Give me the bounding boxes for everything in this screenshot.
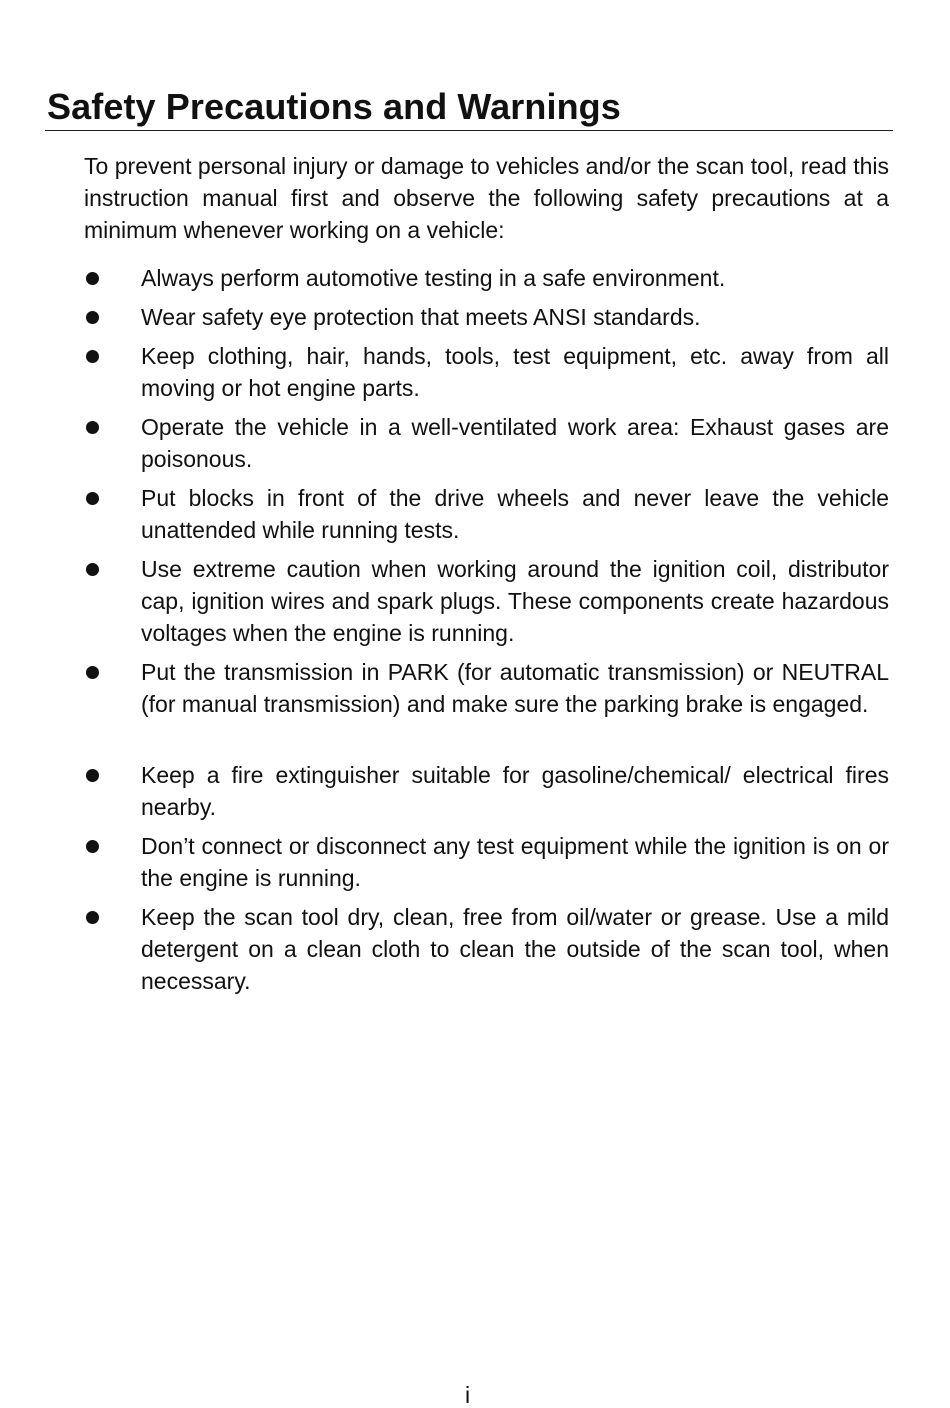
intro-paragraph: To prevent personal injury or damage to vehicles and/or the scan tool, read this instruction manual first and observe the following safety precautions at a minimum whenever working on a vehicle:	[84, 153, 889, 243]
page-number: i	[464, 1382, 471, 1408]
bullet-icon	[86, 666, 99, 679]
bullet-icon	[86, 492, 99, 505]
list-item-text: Wear safety eye protection that meets ANSI standards.	[141, 304, 701, 330]
bullet-icon	[86, 421, 99, 434]
list-item-text: Don’t connect or disconnect any test equipment while the ignition is on or the engine is running.	[141, 833, 889, 891]
bullet-icon	[86, 840, 99, 853]
title-divider	[45, 130, 893, 131]
list-item-text: Operate the vehicle in a well-ventilated work area: Exhaust gases are poisonous.	[141, 414, 889, 472]
bullet-icon	[86, 350, 99, 363]
list-item-text: Keep a fire extinguisher suitable for gasoline/chemical/ electrical fires nearby.	[141, 762, 889, 820]
page-title: Safety Precautions and Warnings	[47, 86, 621, 127]
bullet-icon	[86, 911, 99, 924]
list-item-text: Put the transmission in PARK (for automatic transmission) or NEUTRAL (for manual transmission) and make sure the parking brake is engaged.	[141, 659, 889, 717]
bullet-icon	[86, 563, 99, 576]
bullet-icon	[86, 311, 99, 324]
list-item-text: Use extreme caution when working around the ignition coil, distributor cap, ignition wires and spark plugs. These components create hazardous voltages when the engine is running.	[141, 556, 889, 646]
list-item-text: Always perform automotive testing in a safe environment.	[141, 265, 726, 291]
list-item-text: Keep clothing, hair, hands, tools, test equipment, etc. away from all moving or hot engine parts.	[141, 343, 889, 401]
list-item-text: Keep the scan tool dry, clean, free from oil/water or grease. Use a mild detergent on a clean cloth to clean the outside of the scan tool, when necessary.	[141, 904, 889, 994]
bullet-icon	[86, 769, 99, 782]
list-item-text: Put blocks in front of the drive wheels and never leave the vehicle unattended while running tests.	[141, 485, 889, 543]
bullet-icon	[86, 272, 99, 285]
